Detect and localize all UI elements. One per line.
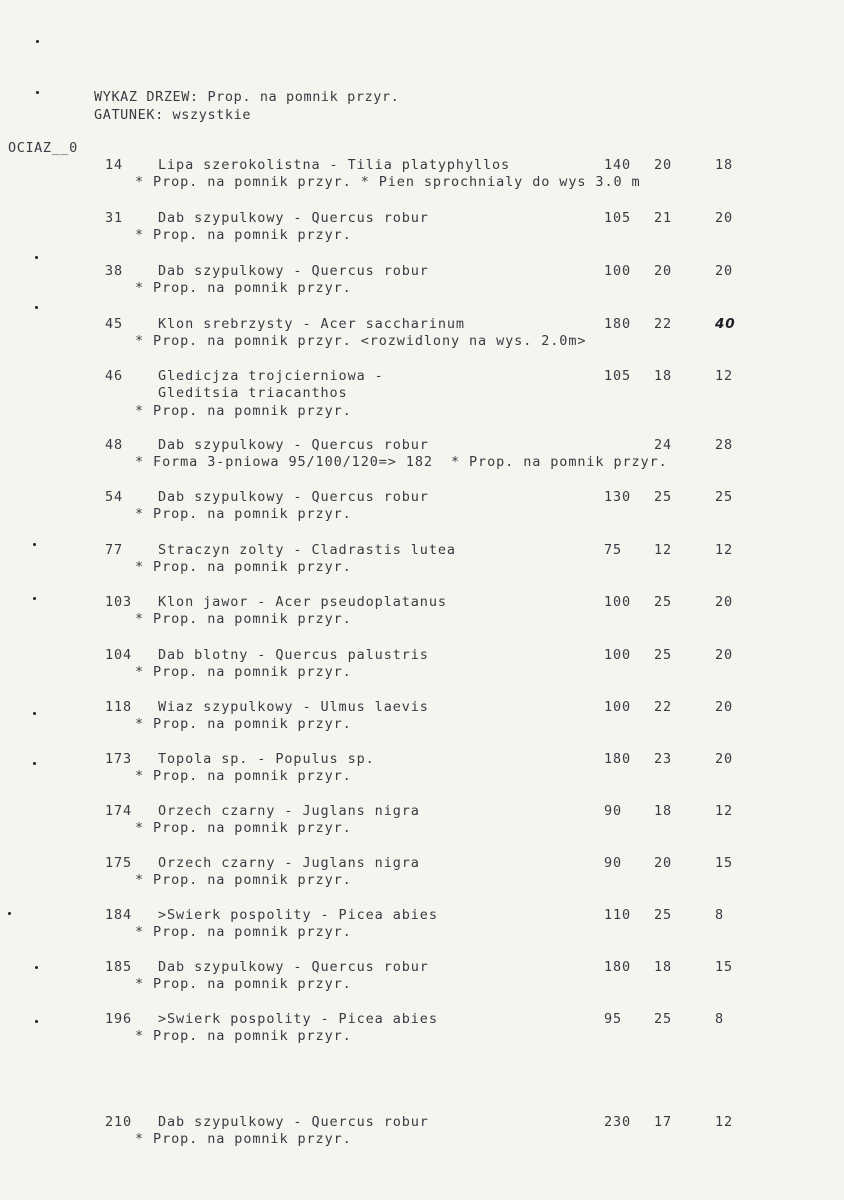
- species-name: Dab szypulkowy - Quercus robur: [158, 437, 429, 453]
- height-value: 22: [654, 316, 673, 332]
- margin-dot: [33, 597, 36, 600]
- tree-number: 175: [105, 855, 133, 871]
- height-value: 23: [654, 751, 673, 767]
- margin-dot: [36, 91, 39, 94]
- circumference-value: 105: [604, 210, 632, 226]
- crown-value: 12: [715, 1114, 734, 1130]
- tree-number: 45: [105, 316, 124, 332]
- margin-dot: [35, 966, 38, 969]
- tree-number: 104: [105, 647, 133, 663]
- tree-number: 48: [105, 437, 124, 453]
- tree-number: 103: [105, 594, 133, 610]
- height-value: 20: [654, 157, 673, 173]
- tree-note: * Prop. na pomnik przyr.: [135, 403, 352, 419]
- crown-value: 20: [715, 751, 734, 767]
- crown-value: 15: [715, 855, 734, 871]
- tree-note: * Prop. na pomnik przyr.: [135, 976, 352, 992]
- height-value: 17: [654, 1114, 673, 1130]
- height-value: 20: [654, 263, 673, 279]
- margin-dot: [35, 1020, 38, 1023]
- circumference-value: 100: [604, 699, 632, 715]
- species-name: Dab szypulkowy - Quercus robur: [158, 959, 429, 975]
- circumference-value: 180: [604, 316, 632, 332]
- margin-dot: [8, 912, 11, 915]
- tree-note: * Prop. na pomnik przyr. <rozwidlony na wys. 2.0m>: [135, 333, 587, 349]
- tree-note: * Prop. na pomnik przyr.: [135, 280, 352, 296]
- crown-value: 15: [715, 959, 734, 975]
- tree-note: * Prop. na pomnik przyr.: [135, 664, 352, 680]
- tree-number: 210: [105, 1114, 133, 1130]
- circumference-value: 105: [604, 368, 632, 384]
- tree-number: 184: [105, 907, 133, 923]
- tree-number: 77: [105, 542, 124, 558]
- tree-note: * Prop. na pomnik przyr.: [135, 872, 352, 888]
- circumference-value: 100: [604, 647, 632, 663]
- height-value: 25: [654, 1011, 673, 1027]
- tree-note: * Prop. na pomnik przyr.: [135, 506, 352, 522]
- circumference-value: 90: [604, 855, 623, 871]
- species-name: Straczyn zolty - Cladrastis lutea: [158, 542, 456, 558]
- species-name: Gledicjza trojcierniowa -: [158, 368, 384, 384]
- species-name: Klon srebrzysty - Acer saccharinum: [158, 316, 465, 332]
- tree-note: * Prop. na pomnik przyr. * Pien sprochnialy do wys 3.0 m: [135, 174, 641, 190]
- tree-number: 14: [105, 157, 124, 173]
- tree-number: 31: [105, 210, 124, 226]
- tree-note: * Prop. na pomnik przyr.: [135, 1131, 352, 1147]
- crown-value: 8: [715, 1011, 725, 1027]
- height-value: 25: [654, 594, 673, 610]
- tree-note: * Forma 3-pniowa 95/100/120=> 182 * Prop. na pomnik przyr.: [135, 454, 668, 470]
- circumference-value: 110: [604, 907, 632, 923]
- species-name: Dab szypulkowy - Quercus robur: [158, 1114, 429, 1130]
- height-value: 12: [654, 542, 673, 558]
- circumference-value: 230: [604, 1114, 632, 1130]
- species-name: Dab szypulkowy - Quercus robur: [158, 263, 429, 279]
- tree-number: 118: [105, 699, 133, 715]
- height-value: 22: [654, 699, 673, 715]
- species-filter: GATUNEK: wszystkie: [94, 107, 252, 123]
- crown-value: 20: [715, 210, 734, 226]
- height-value: 18: [654, 368, 673, 384]
- circumference-value: 130: [604, 489, 632, 505]
- species-name: >Swierk pospolity - Picea abies: [158, 907, 438, 923]
- circumference-value: 90: [604, 803, 623, 819]
- circumference-value: 180: [604, 751, 632, 767]
- margin-dot: [33, 762, 36, 765]
- tree-number: 38: [105, 263, 124, 279]
- margin-dot: [35, 256, 38, 259]
- height-value: 21: [654, 210, 673, 226]
- crown-value: 12: [715, 368, 734, 384]
- margin-dot: [33, 543, 36, 546]
- species-name: Orzech czarny - Juglans nigra: [158, 803, 420, 819]
- species-name: Topola sp. - Populus sp.: [158, 751, 375, 767]
- species-name: Orzech czarny - Juglans nigra: [158, 855, 420, 871]
- crown-value: 12: [715, 803, 734, 819]
- species-name: Klon jawor - Acer pseudoplatanus: [158, 594, 447, 610]
- circumference-value: 140: [604, 157, 632, 173]
- species-name-cont: Gleditsia triacanthos: [158, 385, 348, 401]
- height-value: 18: [654, 959, 673, 975]
- tree-note: * Prop. na pomnik przyr.: [135, 768, 352, 784]
- circumference-value: 75: [604, 542, 623, 558]
- height-value: 25: [654, 489, 673, 505]
- circumference-value: 95: [604, 1011, 623, 1027]
- circumference-value: 180: [604, 959, 632, 975]
- species-name: >Swierk pospolity - Picea abies: [158, 1011, 438, 1027]
- margin-dot: [36, 40, 39, 43]
- species-name: Dab szypulkowy - Quercus robur: [158, 489, 429, 505]
- crown-value: 20: [715, 263, 734, 279]
- circumference-value: 100: [604, 594, 632, 610]
- tree-number: 173: [105, 751, 133, 767]
- crown-value: 40: [715, 316, 736, 332]
- tree-number: 174: [105, 803, 133, 819]
- tree-note: * Prop. na pomnik przyr.: [135, 227, 352, 243]
- crown-value: 12: [715, 542, 734, 558]
- crown-value: 25: [715, 489, 734, 505]
- tree-number: 196: [105, 1011, 133, 1027]
- tree-number: 185: [105, 959, 133, 975]
- tree-note: * Prop. na pomnik przyr.: [135, 924, 352, 940]
- circumference-value: 100: [604, 263, 632, 279]
- height-value: 18: [654, 803, 673, 819]
- report-title: WYKAZ DRZEW: Prop. na pomnik przyr.: [94, 89, 400, 105]
- crown-value: 28: [715, 437, 734, 453]
- tree-number: 46: [105, 368, 124, 384]
- crown-value: 18: [715, 157, 734, 173]
- height-value: 20: [654, 855, 673, 871]
- species-name: Dab blotny - Quercus palustris: [158, 647, 429, 663]
- category-label: OCIAZ__0: [8, 140, 78, 156]
- tree-note: * Prop. na pomnik przyr.: [135, 611, 352, 627]
- height-value: 25: [654, 907, 673, 923]
- crown-value: 20: [715, 699, 734, 715]
- height-value: 25: [654, 647, 673, 663]
- crown-value: 20: [715, 594, 734, 610]
- crown-value: 20: [715, 647, 734, 663]
- tree-note: * Prop. na pomnik przyr.: [135, 820, 352, 836]
- tree-note: * Prop. na pomnik przyr.: [135, 1028, 352, 1044]
- tree-number: 54: [105, 489, 124, 505]
- crown-value: 8: [715, 907, 725, 923]
- margin-dot: [35, 306, 38, 309]
- height-value: 24: [654, 437, 673, 453]
- margin-dot: [33, 712, 36, 715]
- species-name: Dab szypulkowy - Quercus robur: [158, 210, 429, 226]
- species-name: Wiaz szypulkowy - Ulmus laevis: [158, 699, 429, 715]
- species-name: Lipa szerokolistna - Tilia platyphyllos: [158, 157, 511, 173]
- tree-note: * Prop. na pomnik przyr.: [135, 559, 352, 575]
- tree-note: * Prop. na pomnik przyr.: [135, 716, 352, 732]
